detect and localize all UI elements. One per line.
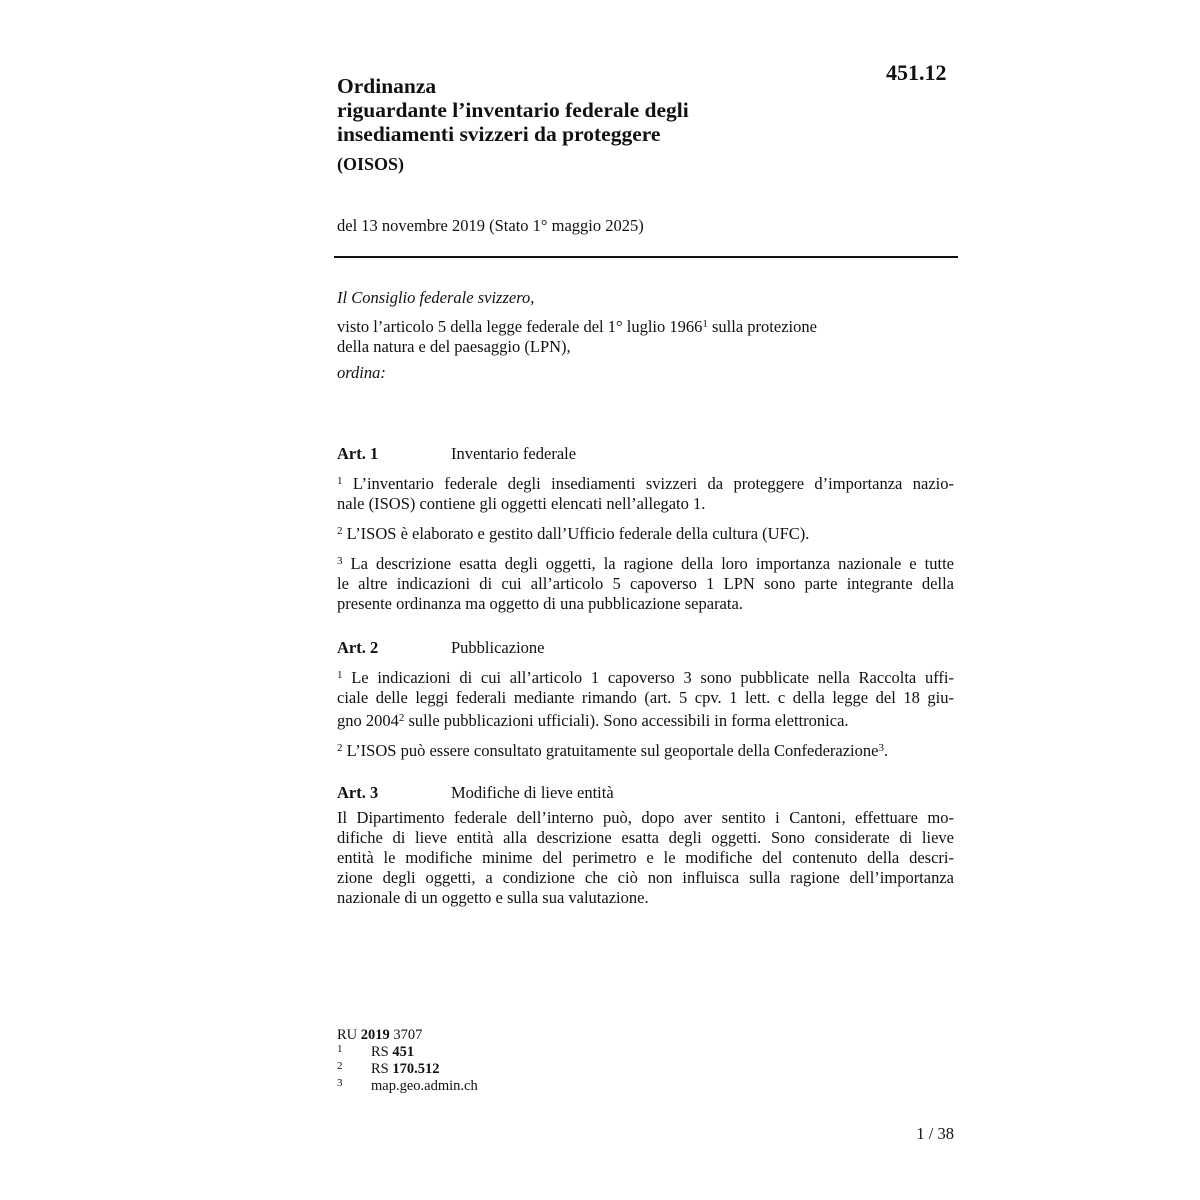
preamble-authority: Il Consiglio federale svizzero, (337, 288, 535, 307)
paragraph-line (337, 708, 954, 731)
document-title (337, 74, 857, 146)
footnote-prefix: RS (371, 1061, 393, 1077)
article-1 (337, 444, 954, 614)
paragraph-line: Le indicazioni di cui all’articolo 1 capoverso 3 sono pubblicate nella Raccolta uffi- (342, 668, 954, 687)
article-number: Art. 1 (337, 444, 379, 463)
preamble-text: visto l’articolo 5 della legge federale del 1° luglio 1966 (337, 317, 703, 336)
article-title: Modifiche di lieve entità (451, 783, 614, 802)
footnote-number: 2 (337, 1060, 343, 1072)
article-heading (337, 638, 954, 658)
article-2 (337, 638, 954, 761)
paragraph-number: 3 (337, 555, 343, 567)
footnote-ref[interactable]: 3 (878, 742, 884, 754)
article-paragraph (337, 551, 954, 614)
title-line: riguardante l’inventario federale degli (337, 98, 689, 122)
paragraph-line: La descrizione esatta degli oggetti, la ragione della loro importanza nazionale e tutte (342, 554, 954, 573)
ru-page: 3707 (389, 1027, 423, 1043)
ru-prefix: RU (337, 1027, 361, 1043)
article-paragraph (337, 471, 954, 514)
article-title: Inventario federale (451, 444, 577, 463)
paragraph-line: nazionale di un oggetto e sulla sua valutazione. (337, 888, 649, 907)
preamble-decree: ordina: (337, 363, 386, 382)
article-title: Pubblicazione (451, 638, 545, 657)
page-number: 1 / 38 (916, 1124, 954, 1143)
footnote-number: 1 (337, 1043, 343, 1055)
preamble-line: della natura e del paesaggio (LPN), (337, 337, 571, 356)
paragraph-text: gno 2004 (337, 711, 399, 730)
article-paragraph (337, 521, 954, 544)
paragraph-line: ciale delle leggi federali mediante rimando (art. 5 cpv. 1 lett. c della legge del 18 giu- (337, 688, 954, 707)
footnote-ref[interactable]: 2 (398, 712, 405, 724)
ru-year: 2019 (360, 1027, 390, 1043)
paragraph-line: entità le modifiche minime del perimetro e le modifiche del contenuto della descri- (337, 848, 954, 867)
footnote-ref-link[interactable]: 451 (392, 1044, 415, 1060)
document-date: del 13 novembre 2019 (Stato 1° maggio 2025) (337, 216, 644, 235)
article-paragraph (337, 738, 954, 761)
article-heading (337, 783, 954, 803)
footnote-ref-link[interactable]: 170.512 (392, 1061, 440, 1077)
document-abbreviation: (OISOS) (337, 154, 405, 174)
title-line: insediamenti svizzeri da proteggere (337, 122, 661, 146)
article-paragraph (337, 665, 954, 731)
paragraph-line: Il Dipartimento federale dell’interno può, dopo aver sentito i Cantoni, effettuare mo- (337, 808, 954, 827)
paragraph-line: le altre indicazioni di cui all’articolo 5 capoverso 1 LPN sono parte integrante della (337, 574, 954, 593)
paragraph-text: . (883, 741, 889, 760)
footnote-item (337, 1078, 478, 1095)
article-3 (337, 783, 954, 908)
paragraph-text: sulle pubblicazioni ufficiali). Sono accessibili in forma elettronica. (404, 711, 849, 730)
paragraph-line: zione degli oggetti, a condizione che ciò non influisca sulla ragione dell’importanza (337, 868, 954, 887)
preamble-line (337, 314, 897, 337)
footnotes (337, 1027, 478, 1095)
article-paragraph (337, 808, 954, 908)
article-number: Art. 3 (337, 783, 379, 802)
header-divider (334, 256, 958, 258)
paragraph-text: L’ISOS può essere consultato gratuitamente sul geoportale della Confederazione (342, 741, 879, 760)
paragraph-line: nale (ISOS) contiene gli oggetti elencati nell’allegato 1. (337, 494, 706, 513)
paragraph-line: presente ordinanza ma oggetto di una pubblicazione separata. (337, 594, 743, 613)
preamble (337, 288, 897, 383)
paragraph-line: difiche di lieve entità alla descrizione esatta degli oggetti. Sono considerate di lieve (337, 828, 954, 847)
footnote-link[interactable]: map.geo.admin.ch (371, 1078, 478, 1094)
paragraph-line: L’inventario federale degli insediamenti svizzeri da proteggere d’importanza nazio- (342, 474, 954, 493)
preamble-text: sulla protezione (707, 317, 817, 336)
article-heading (337, 444, 954, 464)
paragraph-number: 2 (337, 742, 343, 754)
footnote-number: 3 (337, 1077, 343, 1089)
paragraph-number: 1 (337, 669, 343, 681)
article-number: Art. 2 (337, 638, 379, 657)
paragraph-line: L’ISOS è elaborato e gestito dall’Ufficio federale della cultura (UFC). (342, 524, 810, 543)
title-line: Ordinanza (337, 74, 437, 98)
paragraph-number: 1 (337, 475, 343, 487)
sr-number: 451.12 (886, 60, 947, 85)
footnote-ref[interactable]: 1 (702, 318, 708, 330)
paragraph-number: 2 (337, 525, 343, 537)
footnote-prefix: RS (371, 1044, 393, 1060)
